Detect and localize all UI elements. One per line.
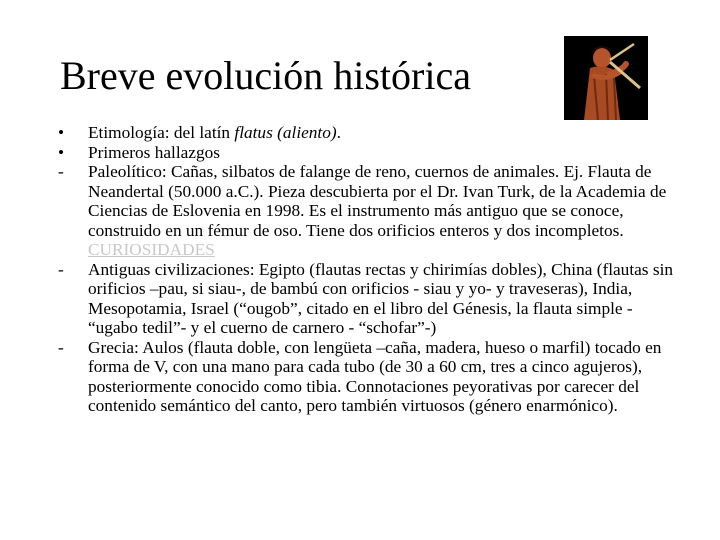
- list-item: [58, 143, 678, 163]
- flute-player-icon: [564, 36, 648, 120]
- bullet-marker: •: [58, 142, 65, 162]
- dash-marker: -: [58, 337, 64, 357]
- item-text-end: .: [336, 123, 341, 142]
- list-item: [58, 338, 678, 416]
- list-item: [58, 162, 678, 260]
- item-text: Paleolítico: Cañas, silbatos de falange de reno, cuernos de animales. Ej. Flauta de Neandertal (50.000 a.C.). Pieza descubierta por el Dr. Ivan Turk, de la Academia de Ciencias de Eslovenia en 1998. Es el instrumento más antiguo que se conoce, construido en un fémur de oso. Tiene dos orificios enteros y dos incompletos.: [88, 162, 667, 240]
- item-text: Antiguas civilizaciones: Egipto (flautas rectas y chirimías dobles), China (flautas sin orificios –pau, si siau-, de bambú con orificios - siau y yo- y traveseras), India, Mesopotamia, Israel (“ougob”, citado en el libro del Génesis, la flauta simple - “ugabo tedil”- y el cuerno de carnero - “schofar”-): [88, 259, 674, 337]
- dash-marker: -: [58, 162, 64, 181]
- list-item: [58, 260, 678, 338]
- curiosidades-link[interactable]: CURIOSIDADES: [88, 240, 215, 259]
- bullet-marker: •: [58, 123, 65, 142]
- dash-marker: -: [58, 259, 64, 279]
- item-text: Grecia: Aulos (flauta doble, con lengüeta –caña, madera, hueso o marfil) tocado en forma de V, con una mano para cada tubo (de 30 a 60 cm, tres a cinco agujeros), posteriormente conocido como tibia. Connotaciones peyorativas por carecer del contenido semántico del canto, pero también virtuosos (género enarmónico).: [88, 337, 662, 415]
- list-item: [58, 123, 678, 143]
- item-text: Etimología: del latín: [88, 123, 235, 142]
- flute-player-image: [564, 36, 648, 120]
- bullet-list: [58, 123, 678, 416]
- item-italic-text: flatus (aliento): [234, 123, 337, 142]
- item-text: Primeros hallazgos: [88, 142, 220, 162]
- slide-title: Breve evolución histórica: [60, 53, 471, 98]
